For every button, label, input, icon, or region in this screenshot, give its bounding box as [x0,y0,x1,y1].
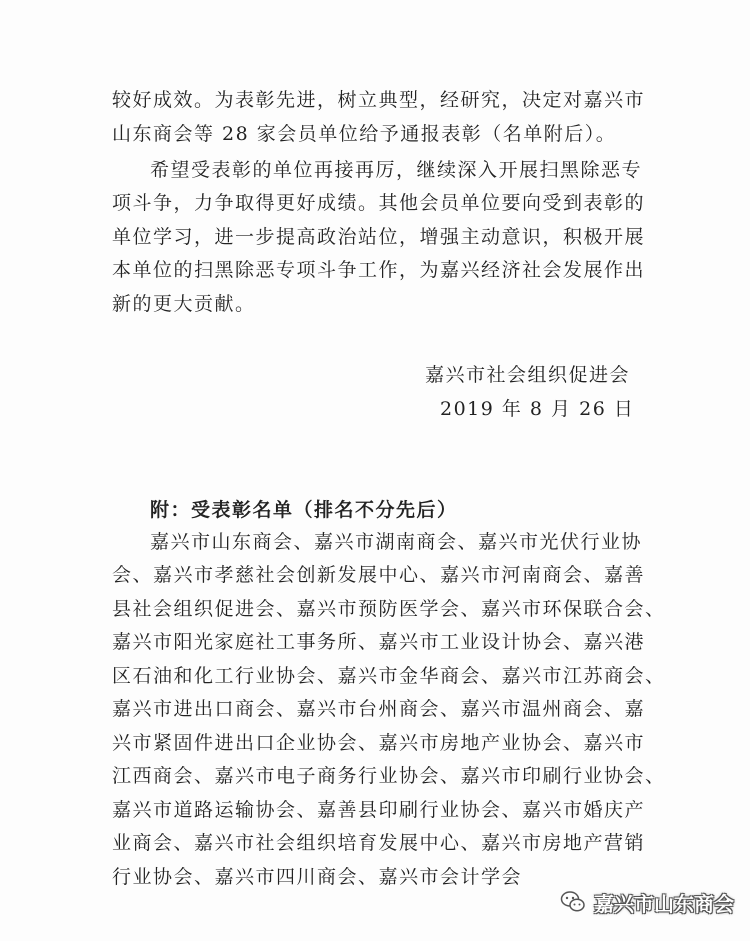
appendix-heading: 附：受表彰名单（排名不分先后） [150,499,458,521]
appendix-line-5: 区石油和化工行业协会、嘉兴市金华商会、嘉兴市江苏商会、 [112,665,666,687]
appendix-line-4: 嘉兴市阳光家庭社工事务所、嘉兴市工业设计协会、嘉兴港 [112,631,646,653]
appendix-line-8: 江西商会、嘉兴市电子商务行业协会、嘉兴市印刷行业协会、 [112,765,666,787]
paragraph-1-line-1: 较好成效。为表彰先进，树立典型，经研究，决定对嘉兴市 [112,89,646,111]
paragraph-2-line-4: 本单位的扫黑除恶专项斗争工作，为嘉兴经济社会发展作出 [112,259,646,281]
appendix-line-6: 嘉兴市进出口商会、嘉兴市台州商会、嘉兴市温州商会、嘉 [112,698,646,720]
signature-date: 2019 年 8 月 26 日 [440,398,635,420]
paragraph-2-line-5: 新的更大贡献。 [112,293,256,315]
paragraph-1-line-2: 山东商会等 28 家会员单位给予通报表彰（名单附后）。 [112,123,617,145]
appendix-line-3: 县社会组织促进会、嘉兴市预防医学会、嘉兴市环保联合会、 [112,598,666,620]
appendix-line-7: 兴市紧固件进出口企业协会、嘉兴市房地产业协会、嘉兴市 [112,732,646,754]
wechat-icon [560,889,586,915]
appendix-line-10: 业商会、嘉兴市社会组织培育发展中心、嘉兴市房地产营销 [112,832,646,854]
appendix-line-11: 行业协会、嘉兴市四川商会、嘉兴市会计学会 [112,866,523,888]
signature-organization: 嘉兴市社会组织促进会 [425,364,631,386]
paragraph-2-line-3: 单位学习，进一步提高政治站位，增强主动意识，积极开展 [112,226,646,248]
watermark-text: 嘉兴市山东商会 [594,891,734,916]
appendix-line-9: 嘉兴市道路运输协会、嘉善县印刷行业协会、嘉兴市婚庆产 [112,799,646,821]
paragraph-2-line-1: 希望受表彰的单位再接再厉，继续深入开展扫黑除恶专 [150,159,643,181]
wechat-watermark [560,887,734,917]
paragraph-2-line-2: 项斗争，力争取得更好成绩。其他会员单位要向受到表彰的 [112,192,646,214]
appendix-line-1: 嘉兴市山东商会、嘉兴市湖南商会、嘉兴市光伏行业协 [150,531,643,553]
appendix-line-2: 会、嘉兴市孝慈社会创新发展中心、嘉兴市河南商会、嘉善 [112,564,646,586]
